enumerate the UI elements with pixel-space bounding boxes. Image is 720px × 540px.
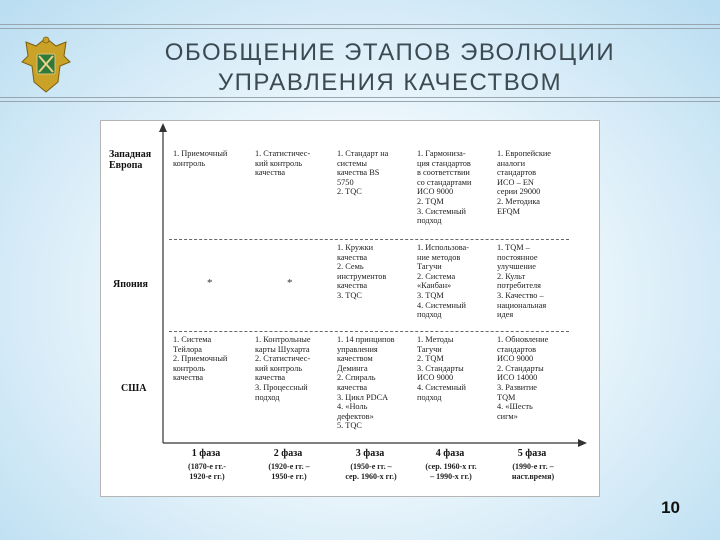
europe-japan-divider bbox=[169, 239, 569, 240]
usa-phase-2-cell: 1. Контрольные карты Шухарта 2. Статистичес- кий контроль качества 3. Процессный подход bbox=[255, 335, 311, 402]
europe-phase-4-cell: 1. Гармониза- ция стандартов в соответствии со стандартами ИСО 9000 2. TQM 3. Системный подход bbox=[417, 149, 472, 226]
usa-phase-5-cell: 1. Обновление стандартов ИСО 9000 2. Стандарты ИСО 14000 3. Развитие TQM 4. «Шесть сигм» bbox=[497, 335, 549, 421]
region-japan: Япония bbox=[113, 279, 148, 290]
phase-1-label: 1 фаза bbox=[191, 448, 221, 459]
phase-2-period: (1920-е гг. – 1950-е гг.) bbox=[268, 462, 310, 481]
top-rule bbox=[0, 24, 720, 25]
title-rule bbox=[0, 97, 720, 98]
usa-phase-4-cell: 1. Методы Тагучи 2. TQM 3. Стандарты ИСО 9000 4. Системный подход bbox=[417, 335, 466, 402]
phase-3-label: 3 фаза bbox=[355, 448, 385, 459]
japan-phase-2-marker: * bbox=[287, 277, 293, 289]
europe-phase-2-cell: 1. Статистичес- кий контроль качества bbox=[255, 149, 311, 178]
phase-5-label: 5 фаза bbox=[517, 448, 547, 459]
japan-usa-divider bbox=[169, 331, 569, 332]
phase-1-period: (1870-е гг.- 1920-е гг.) bbox=[188, 462, 226, 481]
europe-phase-1-cell: 1. Приемочный контроль bbox=[173, 149, 228, 168]
title-rule-2 bbox=[0, 101, 720, 102]
japan-phase-1-marker: * bbox=[207, 277, 213, 289]
region-usa: США bbox=[121, 383, 147, 394]
evolution-diagram bbox=[100, 120, 600, 497]
phase-2-label: 2 фаза bbox=[273, 448, 303, 459]
slide-title bbox=[110, 38, 670, 98]
phase-4-period: (сер. 1960-х гг. – 1990-х гг.) bbox=[425, 462, 477, 481]
region-western-europe: Западная Европа bbox=[109, 149, 152, 171]
japan-phase-3-cell: 1. Кружки качества 2. Семь инструментов качества 3. TQC bbox=[337, 243, 387, 300]
phase-3-period: (1950-е гг. – сер. 1960-х гг.) bbox=[345, 462, 397, 481]
phase-4-label: 4 фаза bbox=[435, 448, 465, 459]
japan-phase-5-cell: 1. TQM – постоянное улучшение 2. Культ потребителя 3. Качество – национальная идея bbox=[497, 243, 547, 320]
usa-phase-3-cell: 1. 14 принципов управления качеством Деминга 2. Спираль качества 3. Цикл PDCA 4. «Ноль дефектов» 5. TQC bbox=[337, 335, 395, 431]
page-number: 10 bbox=[661, 498, 680, 517]
title-line-2: УПРАВЛЕНИЯ КАЧЕСТВОМ bbox=[217, 69, 563, 96]
usa-phase-1-cell: 1. Система Тейлора 2. Приемочный контроль качества bbox=[173, 335, 228, 383]
phase-5-period: (1990-е гг. – наст.время) bbox=[511, 462, 555, 481]
title-line-1: ОБОБЩЕНИЕ ЭТАПОВ ЭВОЛЮЦИИ bbox=[164, 39, 616, 66]
europe-phase-5-cell: 1. Европейские аналоги стандартов ИСО – EN серии 29000 2. Методика EFQM bbox=[497, 149, 551, 216]
europe-phase-3-cell: 1. Стандарт на системы качества BS 5750 2. TQC bbox=[337, 149, 389, 197]
japan-phase-4-cell: 1. Использова- ние методов Тагучи 2. Система «Канбан» 3. TQM 4. Системный подход bbox=[417, 243, 470, 320]
coat-of-arms-icon bbox=[18, 32, 74, 96]
top-rule-2 bbox=[0, 28, 720, 29]
